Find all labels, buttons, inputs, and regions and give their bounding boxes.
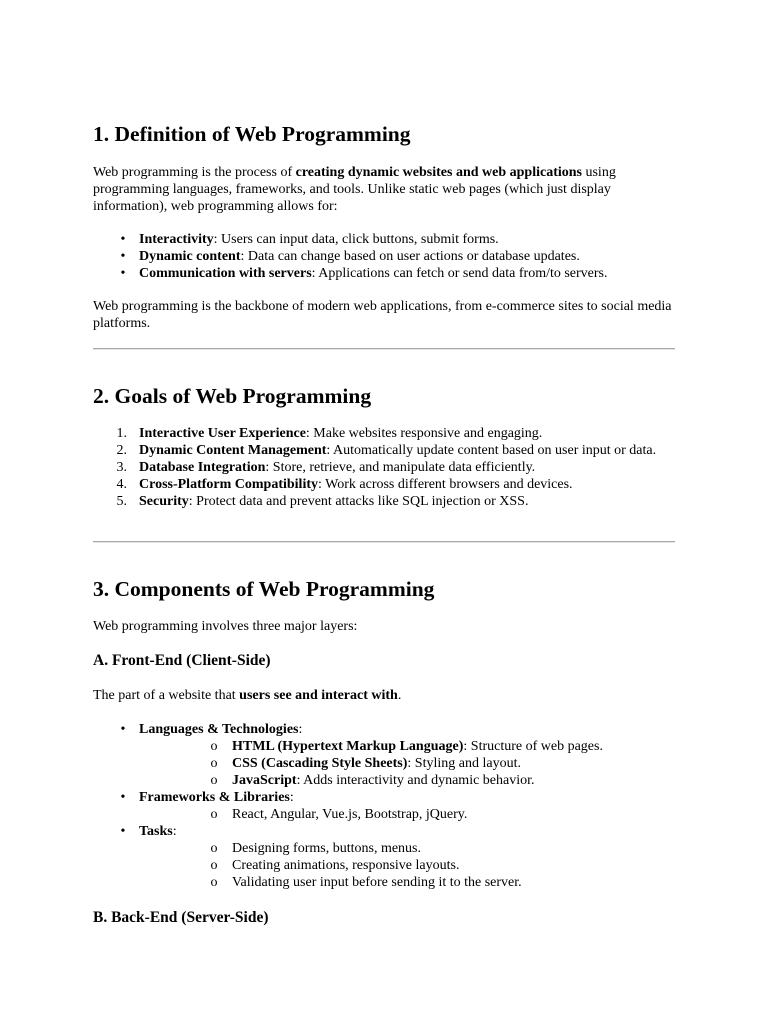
item-text: : Data can change based on user actions or database updates. bbox=[240, 249, 580, 264]
intro-text: Web programming is the process of bbox=[93, 165, 296, 180]
item-text: : Adds interactivity and dynamic behavior. bbox=[296, 773, 535, 788]
item-text: : Make websites responsive and engaging. bbox=[305, 426, 543, 441]
sub-list-item bbox=[139, 806, 675, 823]
section-1-bullet-list bbox=[93, 231, 675, 282]
sub-list-item bbox=[139, 840, 675, 857]
list-item bbox=[93, 248, 675, 265]
sub-list bbox=[139, 840, 675, 891]
circle-bullet-icon: o bbox=[210, 773, 218, 788]
circle-bullet-icon: o bbox=[210, 807, 218, 822]
item-term: Frameworks & Libraries bbox=[139, 790, 290, 805]
subsection-a-heading: A. Front-End (Client-Side) bbox=[93, 652, 271, 669]
desc-text: The part of a website that bbox=[93, 688, 240, 703]
bullet-icon: • bbox=[120, 824, 126, 839]
section-divider bbox=[93, 348, 675, 350]
sub-list-item bbox=[139, 755, 675, 772]
item-text: : Store, retrieve, and manipulate data efficiently. bbox=[265, 460, 536, 475]
intro-text-end: using programming languages, frameworks, and tools. Unlike static web pages (which just display information), web programming allows for: bbox=[93, 165, 616, 214]
section-divider bbox=[93, 541, 675, 543]
desc-text-end: . bbox=[397, 688, 402, 703]
item-text: : Work across different browsers and devices. bbox=[318, 477, 573, 492]
circle-bullet-icon: o bbox=[210, 858, 218, 873]
section-2-numbered-list bbox=[93, 425, 675, 510]
bullet-icon: • bbox=[120, 266, 126, 281]
sub-list-item bbox=[139, 874, 675, 891]
item-text: : Applications can fetch or send data from/to servers. bbox=[311, 266, 608, 281]
list-item bbox=[93, 493, 675, 510]
circle-bullet-icon: o bbox=[210, 739, 218, 754]
item-text: : bbox=[289, 790, 294, 805]
item-text: Creating animations, responsive layouts. bbox=[232, 858, 460, 873]
bullet-icon: • bbox=[120, 249, 126, 264]
circle-bullet-icon: o bbox=[210, 756, 218, 771]
subsection-a-description bbox=[93, 687, 675, 704]
section-3-heading: 3. Components of Web Programming bbox=[93, 577, 435, 601]
sub-list bbox=[139, 806, 675, 823]
item-term: HTML (Hypertext Markup Language) bbox=[232, 739, 464, 754]
list-item bbox=[93, 265, 675, 282]
item-text: : bbox=[172, 824, 177, 839]
circle-bullet-icon: o bbox=[210, 841, 218, 856]
item-text: : Users can input data, click buttons, submit forms. bbox=[213, 232, 499, 247]
list-item bbox=[93, 721, 675, 789]
item-text: : Styling and layout. bbox=[407, 756, 521, 771]
item-text: : Structure of web pages. bbox=[463, 739, 603, 754]
item-term: Interactive User Experience bbox=[139, 426, 306, 441]
intro-bold: creating dynamic websites and web applications bbox=[295, 165, 582, 180]
sub-list-item bbox=[139, 857, 675, 874]
item-term: JavaScript bbox=[232, 773, 297, 788]
section-2-heading: 2. Goals of Web Programming bbox=[93, 384, 372, 408]
item-term: Dynamic content bbox=[139, 249, 241, 264]
item-term: Dynamic Content Management bbox=[139, 443, 327, 458]
item-text: : Protect data and prevent attacks like SQL injection or XSS. bbox=[188, 494, 529, 509]
item-term: Communication with servers bbox=[139, 266, 312, 281]
item-term: Interactivity bbox=[139, 232, 214, 247]
list-item bbox=[93, 823, 675, 891]
bullet-icon: • bbox=[120, 790, 126, 805]
sub-list-item bbox=[139, 772, 675, 789]
item-text: Designing forms, buttons, menus. bbox=[232, 841, 421, 856]
item-term: Tasks bbox=[139, 824, 173, 839]
item-text: : bbox=[298, 722, 303, 737]
list-item bbox=[93, 789, 675, 823]
list-item bbox=[93, 442, 675, 459]
item-term: Languages & Technologies bbox=[139, 722, 299, 737]
item-term: Cross-Platform Compatibility bbox=[139, 477, 318, 492]
list-item bbox=[93, 459, 675, 476]
circle-bullet-icon: o bbox=[210, 875, 218, 890]
bullet-icon: • bbox=[120, 722, 126, 737]
section-1-closing: Web programming is the backbone of modern web applications, from e-commerce sites to social media platforms. bbox=[93, 299, 672, 331]
section-1-heading: 1. Definition of Web Programming bbox=[93, 122, 411, 146]
section-3-intro: Web programming involves three major layers: bbox=[93, 619, 358, 634]
subsection-b-heading: B. Back-End (Server-Side) bbox=[93, 909, 269, 926]
bullet-icon: • bbox=[120, 232, 126, 247]
item-text: Validating user input before sending it to the server. bbox=[232, 875, 522, 890]
item-term: Security bbox=[139, 494, 189, 509]
item-term: Database Integration bbox=[139, 460, 266, 475]
sub-list bbox=[139, 738, 675, 789]
list-item bbox=[93, 231, 675, 248]
sub-list-item bbox=[139, 738, 675, 755]
section-1-intro bbox=[93, 164, 675, 215]
list-item bbox=[93, 476, 675, 493]
list-item bbox=[93, 425, 675, 442]
front-end-list bbox=[93, 721, 675, 891]
list-number: 5. bbox=[116, 494, 127, 509]
desc-bold: users see and interact with bbox=[239, 688, 398, 703]
item-term: CSS (Cascading Style Sheets) bbox=[232, 756, 408, 771]
list-number: 1. bbox=[116, 426, 127, 441]
list-number: 3. bbox=[116, 460, 127, 475]
item-text: React, Angular, Vue.js, Bootstrap, jQuery. bbox=[232, 807, 468, 822]
list-number: 2. bbox=[116, 443, 127, 458]
list-number: 4. bbox=[116, 477, 127, 492]
item-text: : Automatically update content based on user input or data. bbox=[326, 443, 657, 458]
